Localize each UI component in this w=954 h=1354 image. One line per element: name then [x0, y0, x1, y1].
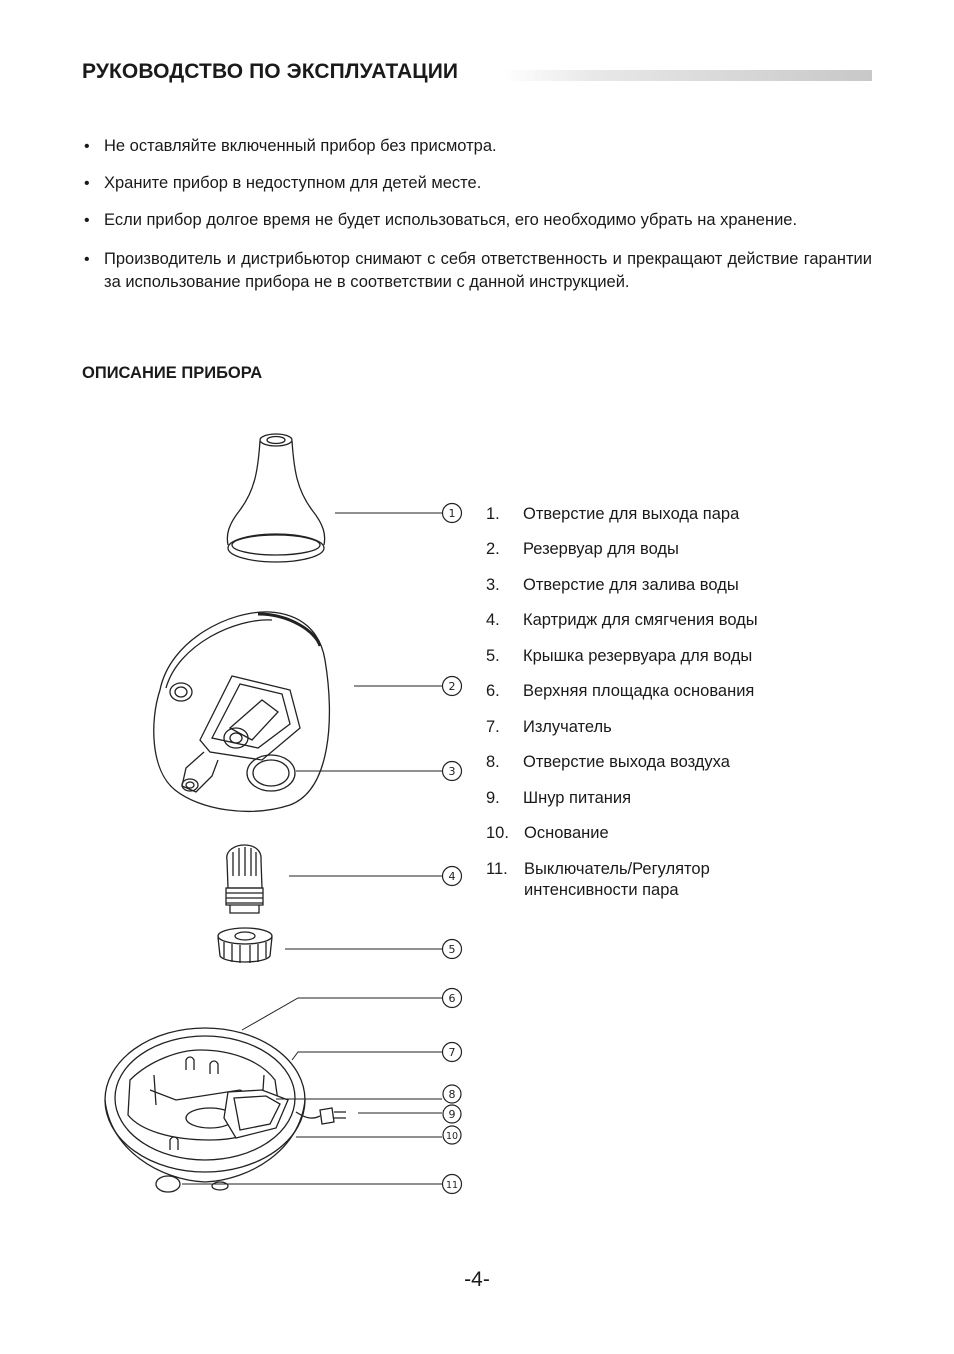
- softening-cartridge-drawing: [226, 845, 263, 913]
- bullet-item: • Если прибор долгое время не будет использоваться, его необходимо убрать на хранение.: [82, 209, 872, 232]
- callout-leader-lines: [182, 513, 442, 1184]
- callout-4: [443, 867, 462, 886]
- svg-text:5: 5: [448, 943, 456, 956]
- callout-6: [443, 989, 462, 1008]
- callout-3: [443, 762, 462, 781]
- bullet-dot-icon: •: [84, 175, 90, 192]
- svg-text:7: 7: [448, 1046, 456, 1059]
- callout-8: [443, 1085, 461, 1103]
- callout-5: [443, 940, 462, 959]
- svg-text:8: 8: [448, 1088, 456, 1101]
- callout-markers: [443, 504, 462, 1194]
- svg-text:6: 6: [448, 992, 456, 1005]
- section-title: ОПИСАНИЕ ПРИБОРА: [82, 364, 263, 382]
- callout-2: [443, 677, 462, 696]
- svg-text:11: 11: [445, 1180, 459, 1191]
- base-unit-drawing: [105, 1028, 346, 1192]
- svg-text:3: 3: [448, 765, 456, 778]
- tank-cap-drawing: [218, 928, 272, 963]
- bullet-item: • Храните прибор в недоступном для детей месте.: [82, 172, 872, 195]
- page-number: -4-: [464, 1268, 490, 1291]
- callout-1: [443, 504, 462, 523]
- svg-text:10: 10: [445, 1131, 459, 1142]
- svg-text:1: 1: [448, 507, 456, 520]
- svg-text:4: 4: [448, 870, 456, 883]
- bullet-item: • Производитель и дистрибьютор снимают с себя ответственность и прекращают действие гарантии за использование прибора не в соответствии с данной инструкцией.: [84, 250, 872, 291]
- bullet-dot-icon: •: [84, 212, 90, 229]
- callout-7: [443, 1043, 462, 1062]
- bullet-dot-icon: •: [84, 251, 90, 268]
- steam-nozzle-drawing: [227, 434, 324, 562]
- svg-text:9: 9: [448, 1108, 456, 1121]
- callout-11: [443, 1175, 462, 1194]
- callout-10: [443, 1126, 461, 1144]
- bullet-dot-icon: •: [84, 138, 90, 155]
- bullet-item: • Не оставляйте включенный прибор без присмотра.: [82, 135, 872, 158]
- water-tank-drawing: [154, 612, 330, 811]
- callout-9: [443, 1105, 461, 1123]
- page-title: РУКОВОДСТВО ПО ЭКСПЛУАТАЦИИ: [82, 60, 459, 83]
- svg-text:2: 2: [448, 680, 456, 693]
